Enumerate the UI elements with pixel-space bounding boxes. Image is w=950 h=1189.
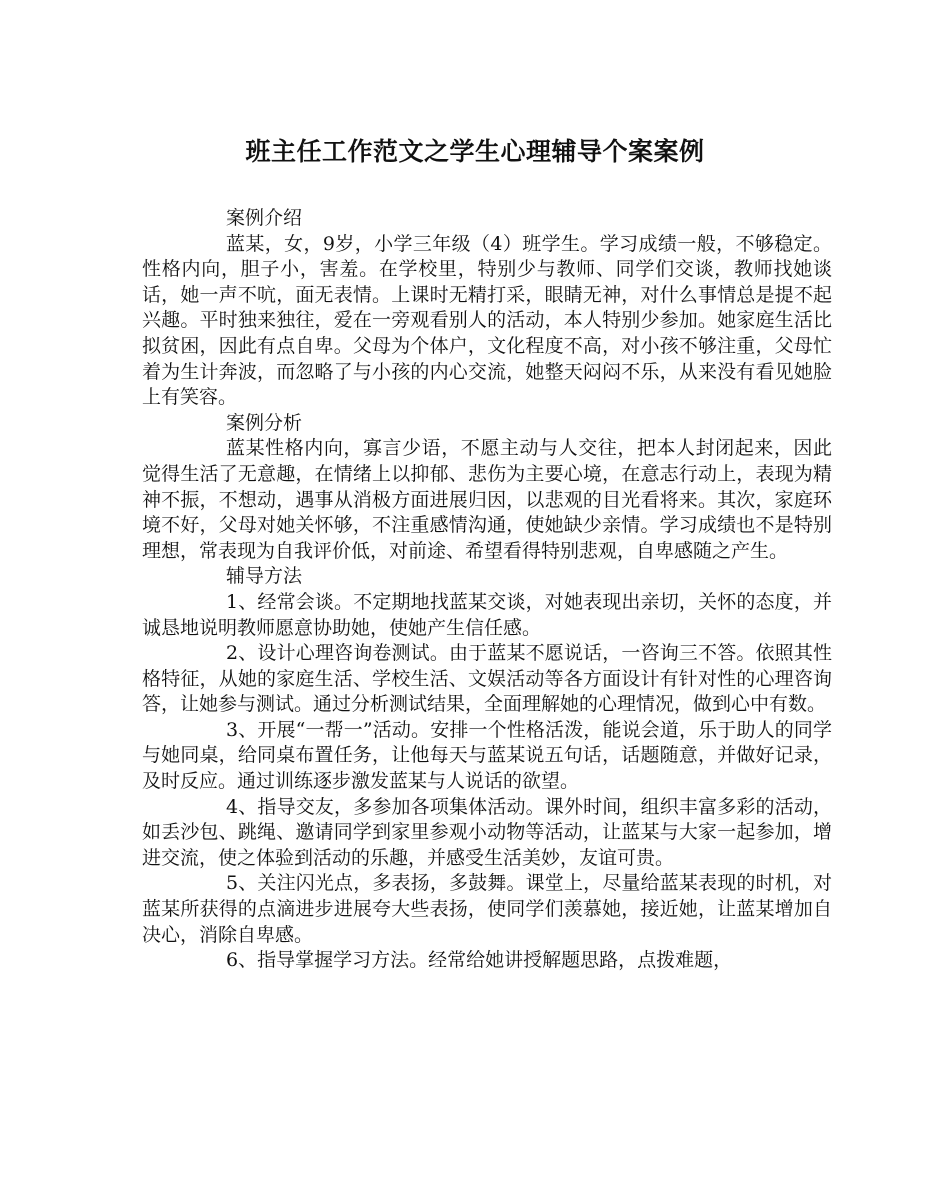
method-paragraph-6: 6、指导掌握学习方法。经常给她讲授解题思路，点拨难题， [226, 949, 733, 972]
case-intro-paragraph: 蓝某，女，9岁，小学三年级（4）班学生。学习成绩一般，不够稳定。性格内向，胆子小，害羞。在学校里，特别少与教师、同学们交谈，教师找她谈话，她一声不吭，面无表情。上课时无精打采，眼睛无神，对什么事情总是提不起兴趣。平时独来独往，爱在一旁观看别人的活动，本人特别少参加。她家庭生活比拟贫困，因此有点自卑。父母为个体户，文化程度不高，对小孩不够注重，父母忙着为生计奔波，而忽略了与小孩的内心交流，她整天闷闷不乐，从来没有看见她脸上有笑容。 [142, 232, 832, 409]
method-paragraph-3: 3、开展“一帮一”活动。安排一个性格活泼，能说会道，乐于助人的同学与她同桌，给同桌布置任务，让他每天与蓝某说五句话，话题随意，并做好记录，及时反应。通过训练逐步激发蓝某与人说话的欲望。 [142, 718, 832, 793]
section-heading-case-analysis: 案例分析 [226, 411, 303, 434]
section-heading-case-intro: 案例介绍 [226, 207, 303, 229]
method-paragraph-4: 4、指导交友，多参加各项集体活动。课外时间，组织丰富多彩的活动，如丢沙包、跳绳、邀请同学到家里参观小动物等活动，让蓝某与大家一起参加，增进交流，使之体验到活动的乐趣，并感受生活美妙，友谊可贵。 [142, 795, 832, 869]
method-paragraph-2: 2、设计心理咨询卷测试。由于蓝某不愿说话，一咨询三不答。依照其性格特征，从她的家庭生活、学校生活、文娱活动等各方面设计有针对性的心理咨询答，让她参与测试。通过分析测试结果，全面理解她的心理情况，做到心中有数。 [142, 642, 832, 716]
case-analysis-paragraph: 蓝某性格内向，寡言少语，不愿主动与人交往，把本人封闭起来，因此觉得生活了无意趣，在情绪上以抑郁、悲伤为主要心境，在意志行动上，表现为精神不振，不想动，遇事从消极方面进展归因，以悲观的目光看将来。其次，家庭环境不好，父母对她关怀够，不注重感情沟通，使她缺少亲情。学习成绩也不是特别理想，常表现为自我评价低，对前途、希望看得特别悲观，自卑感随之产生。 [142, 437, 832, 562]
method-paragraph-5: 5、关注闪光点，多表扬，多鼓舞。课堂上，尽量给蓝某表现的时机，对蓝某所获得的点滴进步进展夸大些表扬，使同学们羡慕她，接近她，让蓝某增加自决心，消除自卑感。 [142, 872, 832, 946]
method-paragraph-1: 1、经常会谈。不定期地找蓝某交谈，对她表现出亲切，关怀的态度，并诚恳地说明教师愿意协助她，使她产生信任感。 [142, 590, 832, 639]
section-heading-counseling-methods: 辅导方法 [226, 565, 303, 588]
document-body [142, 206, 832, 974]
document-title: 班主任工作范文之学生心理辅导个案案例 [245, 137, 705, 166]
